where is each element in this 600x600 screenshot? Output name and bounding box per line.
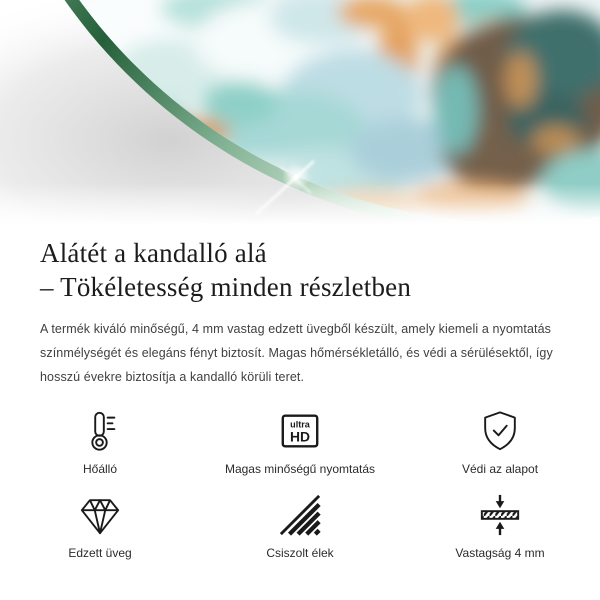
description-line: hosszú évekre biztosítja a kandalló körüli teret.: [40, 370, 305, 384]
ultra-hd-icon: [278, 409, 322, 453]
page-title-line1: Alátét a kandalló alá: [40, 238, 267, 268]
feature-label: Csiszolt élek: [266, 546, 334, 560]
feature-thickness: [400, 493, 600, 561]
polished-edge-icon: [278, 493, 322, 537]
feature-tempered-glass: [0, 493, 200, 561]
feature-label: Vastagság 4 mm: [455, 546, 545, 560]
feature-heat-resistant: [0, 409, 200, 477]
product-description: [40, 317, 560, 389]
page-title-line2: – Tökéletesség minden részletben: [40, 272, 412, 302]
ultra-hd-icon-text-bottom: HD: [289, 428, 311, 445]
feature-grid: [0, 409, 600, 561]
feature-label: Hőálló: [82, 462, 118, 476]
glass-disc-photo: [0, 0, 600, 233]
feature-print-quality: [200, 409, 400, 477]
shield-check-icon: [478, 409, 522, 453]
diamond-icon: [78, 493, 122, 537]
description-line: színmélységét és elegáns fényt biztosít. Magas hőmérsékletálló, és védi a sérülésektől, így: [40, 346, 553, 360]
description-line: A termék kiváló minőségű, 4 mm vastag edzett üvegből készült, amely kiemeli a nyomtatás: [40, 322, 552, 336]
thermometer-icon: [78, 409, 122, 453]
feature-label: Edzett üveg: [68, 546, 132, 560]
feature-protects-base: [400, 409, 600, 477]
ultra-hd-icon-text-top: ultra: [290, 419, 310, 430]
feature-label: Védi az alapot: [461, 462, 539, 476]
product-image: [0, 0, 600, 233]
thickness-icon: [478, 493, 522, 537]
feature-polished-edges: [200, 493, 400, 561]
feature-label: Magas minőségű nyomtatás: [224, 462, 376, 476]
page-title: [40, 236, 560, 304]
